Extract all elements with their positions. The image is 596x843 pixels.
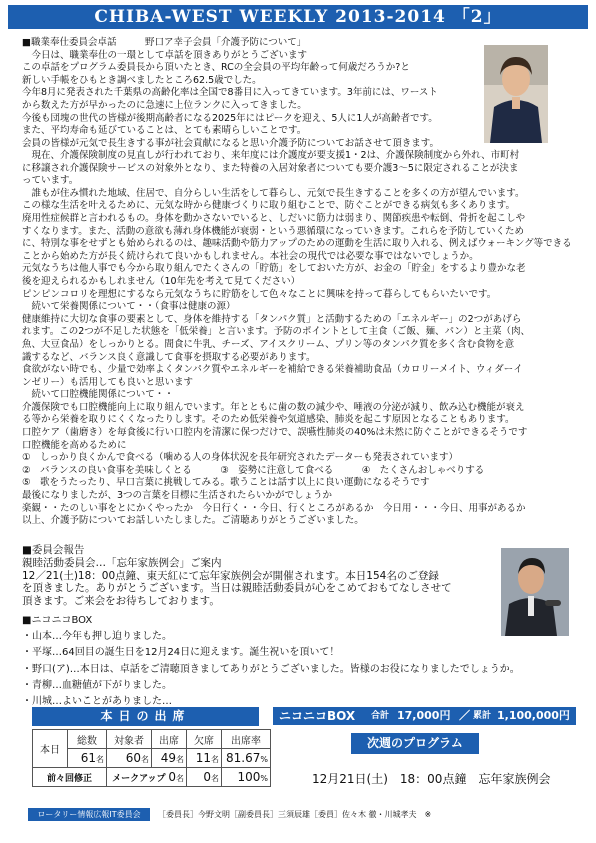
talk-line: に移譲され介護保険サービスの対象外となり、また特養の入居対象者についても要介護3〜5に限定されることが決ま bbox=[22, 162, 519, 174]
attendance-present: 49名 bbox=[152, 749, 187, 768]
talk-line: から数えた方が早かったのに急速に上位ランクに入ってきました。 bbox=[22, 99, 307, 111]
nikoniko-line: ・川城…よいことがありました… bbox=[22, 696, 172, 708]
talk-line: ことから始めた方が長く続けられて良いかもしれません。本社会の現代では必要な事ではないでしょうか。 bbox=[22, 250, 479, 262]
talk-line: ■職業奉仕委員会卓話 野口ア幸子会員「介護予防について」 bbox=[22, 37, 307, 48]
nikoniko-line: ・青柳…血糖値が下がりました。 bbox=[22, 679, 172, 691]
attendance-absent: 11名 bbox=[187, 749, 222, 768]
attendance-header: 対象者 bbox=[107, 730, 152, 749]
report-line: 頂きます。ご来会をお待ちしております。 bbox=[22, 595, 220, 608]
attendance-total: 61名 bbox=[68, 749, 107, 768]
nikoniko-box-section bbox=[22, 613, 577, 710]
nikoniko-total-bar bbox=[273, 707, 576, 725]
talk-line: ピンピンコロリを理想にするなら元気なうちに貯筋をして色々なことに興味を持って暮らしてもらいたいです。 bbox=[22, 288, 497, 300]
report-line: 親睦活動委員会…「忘年家族例会」ご案内 bbox=[22, 556, 222, 569]
attendance-row-label: 本日 bbox=[33, 730, 68, 768]
footer-committee: ロータリー情報広報IT委員会 bbox=[28, 808, 150, 821]
attendance-header: 出席率 bbox=[222, 730, 271, 749]
attendance-header: 欠席 bbox=[187, 730, 222, 749]
attendance-table bbox=[32, 729, 271, 787]
committee-report bbox=[22, 544, 492, 608]
talk-line: っています。 bbox=[22, 175, 79, 187]
talk-line: 今年8月に発表された千葉県の高齢化率は全国で8番目に入ってきています。3年前には、ワースト bbox=[22, 87, 438, 99]
talk-line: 以上、介護予防についてお話しいたしました。ご清聴ありがとうございました。 bbox=[22, 515, 364, 527]
talk-line: 健康維持に大切な食事の要素として、身体を維持する「タンパク質」と活動するための「エネルギー」の2つがあげら bbox=[22, 313, 522, 325]
nikoniko-sum-value: 17,000円 bbox=[397, 709, 451, 722]
talk-line: に、特別な事をせずとも始められるのは、趣味活動や筋力アップのための運動を生活に取り入れる、例えばウォーキング等できる bbox=[22, 238, 572, 250]
talk-line: 食欲がない時でも、少量で効率よくタンパク質やエネルギーを補給できる栄養補助食品（カロリーメイト、ウィダーイ bbox=[22, 364, 523, 376]
talk-line: 廃用性症候群と言われるもの。身体を動かさないでいると、しだいに筋力は弱まり、関節疾患や転倒、骨折を起こしや bbox=[22, 212, 526, 224]
next-week-title: 次週のプログラム bbox=[351, 733, 479, 754]
talk-article bbox=[22, 37, 482, 150]
nikoniko-line: ・平塚…64回目の誕生日を12月24日に迎えます。誕生祝いを頂いて！ bbox=[22, 647, 340, 659]
attendance-header: 出席 bbox=[152, 730, 187, 749]
talk-line: 魚、大豆食品）をしっかりとる。間食に牛乳、チーズ、アイスクリーム、プリン等のタンパク質を多く含む食物を意 bbox=[22, 338, 515, 350]
nikoniko-sum-label: 合計 bbox=[371, 711, 390, 721]
attendance-prev-rate: 100% bbox=[222, 768, 271, 787]
talk-line: 口腔機能を高めるために bbox=[22, 439, 127, 451]
talk-line: この卓話をプログラム委員長から頂いたとき、RCの全会員の平均年齢って何歳だろうか?と bbox=[22, 62, 410, 74]
talk-line: 今後も団塊の世代の皆様が後期高齢者になる2025年にはピークを迎え、5人に1人が高齢者です。 bbox=[22, 112, 438, 124]
talk-line: 後を迎えられるかもしれません（10年先を考えて見てください） bbox=[22, 275, 301, 287]
talk-line: 口腔ケア（歯磨き）を毎食後に行い口腔内を清潔に保つだけで、誤嚥性肺炎の40%は未然に防ぐことができるそうです bbox=[22, 427, 528, 439]
attendance-makeup: メークアップ 0名 bbox=[107, 768, 187, 787]
nikoniko-line: ・山本…今年も押し迫りました。 bbox=[22, 631, 172, 643]
report-line: を頂きました。ありがとうございます。当日は親睦活動委員が心をこめておもてなしさせて bbox=[22, 582, 452, 595]
attendance-rate: 81.67% bbox=[222, 749, 271, 768]
talk-line: 新しい手帳をひもとき調べましたところ62.5歳でした。 bbox=[22, 74, 262, 86]
report-line: 12／21(土)18：00点鐘、東天紅にて忘年家族例会が開催されます。本日154名のご登録 bbox=[22, 569, 439, 582]
attendance-prev-label: 前々回修正 bbox=[33, 768, 107, 787]
nikoniko-total-label: ニコニコBOX bbox=[279, 709, 356, 723]
attendance-eligible: 60名 bbox=[107, 749, 152, 768]
talk-line: また、平均寿命も延びていることは、とても素晴らしいことです。 bbox=[22, 125, 307, 137]
talk-line: ② バランスの良い食事を美味しくとる ③ 姿勢に注意して食べる ④ たくさんおしゃべりする bbox=[22, 464, 485, 476]
talk-line: ⑤ 歌をうたったり、早口言葉に挑戦してみる。歌うことは話す以上に良い運動になるそうです bbox=[22, 477, 430, 489]
talk-line: る等から栄養を取りにくくなったりします。そのため低栄養や気道感染、肺炎を起こす原因となることもあります。 bbox=[22, 414, 515, 426]
nikoniko-separator: ／ bbox=[459, 709, 470, 722]
speaker-photo bbox=[484, 45, 548, 143]
talk-line: 最後になりましたが、3つの言葉を目標に生活されたらいかがでしょうか bbox=[22, 490, 333, 502]
talk-line: すくなります。また、活動の意欲も薄れ身体機能が衰弱・という悪循環になっていきます。これらを予防していくため bbox=[22, 225, 524, 237]
talk-line: 今日は、職業奉仕の一環として卓話を頂きありがとうございます bbox=[22, 49, 308, 61]
talk-line: 続いて口腔機能関係について・・ bbox=[22, 389, 174, 401]
report-heading: ■委員会報告 bbox=[22, 544, 85, 556]
talk-line: ① しっかり良くかんで食べる（噛める人の身体状況を長年研究されたデーターも発表されています） bbox=[22, 452, 459, 464]
talk-line: 元気なうちは他人事でも今から取り組んでたくさんの「貯筋」をしておいた方が、お金の「貯金」をするより豊かな老 bbox=[22, 263, 526, 275]
talk-line: 楽観・・たのしい事をとにかくやったか 今日行く・・今日、行くところがあるか 今日用・・・今日、用事があるか bbox=[22, 502, 526, 514]
attendance-title: 本日の出席 bbox=[32, 707, 259, 726]
next-week-event: 12月21日(土) 18：00点鐘 忘年家族例会 bbox=[312, 772, 551, 786]
talk-line: れます。この2つが不足した状態を「低栄養」と言います。予防のポイントとして主食（ご飯、麺、パン）と主菜（肉、 bbox=[22, 326, 531, 338]
attendance-prev-count: 0名 bbox=[187, 768, 222, 787]
talk-line: 会員の皆様が元気で長生きする事が社会貢献になると思い介護予防についてお話させて頂きます。 bbox=[22, 137, 440, 149]
talk-line: ンゼリー）も活用しても良いと思います bbox=[22, 376, 194, 388]
talk-line: 続いて栄養関係について・・（食事は健康の源） bbox=[22, 301, 236, 313]
nikoniko-line: ・野口(ア)…本日は、卓話をご清聴頂きましてありがとうございました。皆様のお役になりましたでしょうか。 bbox=[22, 663, 520, 675]
talk-line: 介護保険でも口腔機能向上に取り組んでいます。年とともに歯の数の減少や、唾液の分泌が減り、飲み込む機能が衰え bbox=[22, 401, 525, 413]
talk-line: 現在、介護保険制度の見直しが行われており、来年度には介護度が要支援1・2は、介護保険制度から外れ、市町村 bbox=[22, 150, 520, 161]
footer-members: ［委員長］今野文明［副委員長］三須辰雄［委員］佐々木 徹・川城孝夫 ※ bbox=[158, 810, 432, 819]
speaker-photo-image bbox=[484, 45, 548, 143]
newsletter-title: CHIBA-WEST WEEKLY 2013-2014 「2」 bbox=[94, 7, 502, 27]
nikoniko-cum-value: 1,100,000円 bbox=[497, 709, 570, 722]
talk-line: 誰もが住み慣れた地域、住居で、自分らしい生活をして暮らし、元気で長生きすることを多くの方が望んでいます。 bbox=[22, 187, 525, 199]
talk-line: 識するなど、バランス良く意識して食事を摂取する必要があります。 bbox=[22, 351, 316, 363]
nikoniko-heading: ■ニコニコBOX bbox=[22, 615, 93, 626]
talk-line: この様な生活を叶えるために、元気な時から健康づくりに取り組むことで、防ぐことができる病気も多くあります。 bbox=[22, 200, 516, 212]
attendance-header: 総数 bbox=[68, 730, 107, 749]
newsletter-header bbox=[8, 5, 588, 29]
talk-article-continued bbox=[22, 150, 577, 528]
nikoniko-cum-label: 累計 bbox=[473, 711, 492, 721]
